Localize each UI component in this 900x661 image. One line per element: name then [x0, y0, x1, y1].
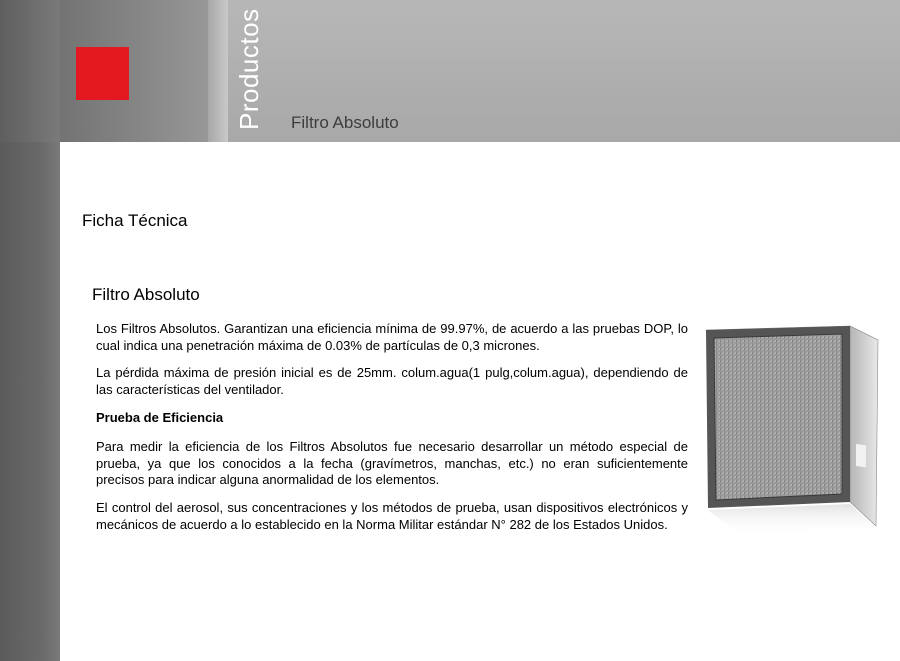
paragraph-efficiency: Los Filtros Absolutos. Garantizan una eficiencia mínima de 99.97%, de acuerdo a las pruebas DOP, lo cual indica una penetración máxima de 0.03% de partículas de 0,3 micrones. [96, 321, 688, 353]
products-vertical-title: Productos [234, 8, 264, 130]
section-title: Ficha Técnica [82, 211, 188, 230]
page-header [0, 0, 900, 142]
header-light-column [208, 0, 228, 142]
left-side-band [0, 142, 60, 661]
hepa-filter-image [700, 322, 880, 542]
paragraph-test-method: Para medir la eficiencia de los Filtros Absolutos fue necesario desarrollar un método especial de prueba, ya que los conocidos a la fecha (gravímetros, manchas, etc.) no eran suficientemente precisos para indicar alguna anormalidad de los elementos. [96, 439, 688, 487]
paragraph-pressure: La pérdida máxima de presión inicial es de 25mm. colum.agua(1 pulg,colum.agua), dependiendo de las características del ventilador. [96, 365, 688, 397]
paragraph-aerosol-control: El control del aerosol, sus concentraciones y los métodos de prueba, usan dispositivos electrónicos y mecánicos de acuerdo a lo establecido en la Norma Militar estándar N° 282 de los Estados Unidos. [96, 500, 688, 532]
header-subtitle: Filtro Absoluto [291, 113, 399, 132]
subheading-efficiency-test: Prueba de Eficiencia [96, 410, 224, 425]
brand-red-square [76, 47, 129, 100]
product-title: Filtro Absoluto [92, 285, 200, 304]
